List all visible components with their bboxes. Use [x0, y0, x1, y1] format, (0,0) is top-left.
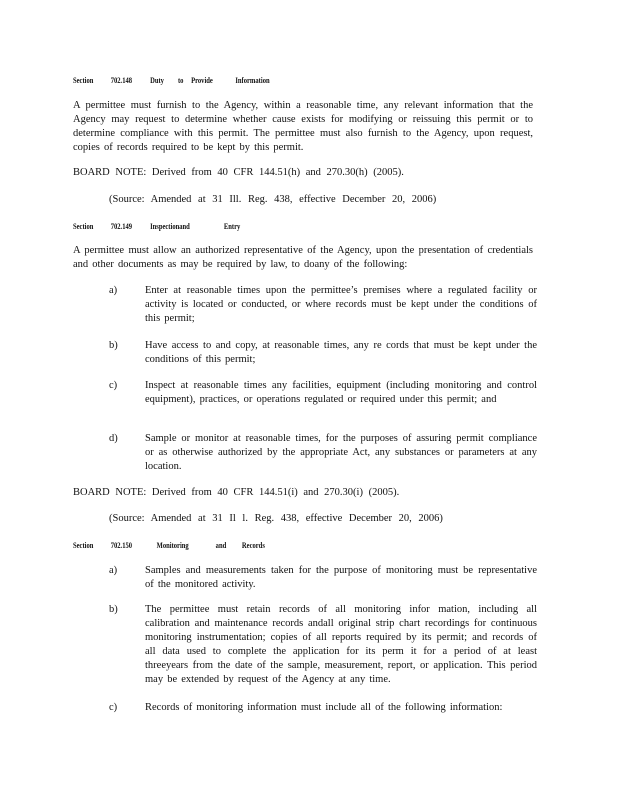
source-note-702-148: (Source: Amended at 31 Ill. Reg. 438, effective December 20, 2006) [109, 194, 437, 205]
list-item-text: Enter at reasonable times upon the permittee’s premises where a regulated facility or activity is located or conducted, or where records must be kept under the conditions of this permit; [145, 285, 537, 324]
list-item-text: Inspect at reasonable times any facilities, equipment (including monitoring and control equipment), practices, or operations regulated or required under this permit; and [145, 380, 537, 405]
list-item-text: The permittee must retain records of all monitoring infor mation, including all calibration and maintenance records andall original strip chart recordings for continuous monitoring instrumentation; copies of all reports required by its permit; and records of all data used to complete the application for its perm it for a period of at least threeyears from the date of the sample, measurement, report, or application. This period may be extended by request of the Agency at any time. [145, 604, 537, 685]
section-title-word: Monitoring [156, 541, 189, 550]
list-item-marker: d) [109, 433, 118, 444]
board-note-702-148: BOARD NOTE: Derived from 40 CFR 144.51(h) and 270.30(h) (2005). [73, 167, 404, 178]
section-number: 702.149 [110, 222, 133, 231]
source-note-702-149: (Source: Amended at 31 Il l. Reg. 438, effective December 20, 2006) [109, 513, 443, 524]
section-body-702-148: A permittee must furnish to the Agency, within a reasonable time, any relevant information that the Agency may request to determine whether cause exists for modifying or reissuing this permit or to determine compliance with this permit. The permittee must also furnish to the Agency, upon request, copies of records required to be kept by this permit. [73, 100, 533, 153]
section-title-word: Information [235, 76, 270, 85]
section-number: 702.148 [110, 76, 133, 85]
section-title-word: Entry [223, 222, 241, 231]
list-item-marker: b) [109, 604, 118, 615]
section-title-word: Provide [191, 76, 213, 85]
section-heading-702-150 [73, 541, 265, 550]
section-body-702-149: A permittee must allow an authorized representative of the Agency, upon the presentation of credentials and other documents as may be required by law, to doany of the following: [73, 245, 533, 270]
section-heading-702-148 [73, 76, 270, 85]
list-item-marker: c) [109, 380, 118, 391]
section-label: Section [73, 222, 94, 231]
board-note-702-149: BOARD NOTE: Derived from 40 CFR 144.51(i) and 270.30(i) (2005). [73, 487, 400, 498]
list-item-text: Sample or monitor at reasonable times, for the purposes of assuring permit compliance or as otherwise authorized by the appropriate Act, any substances or parameters at any location. [145, 433, 537, 472]
section-label: Section [73, 76, 94, 85]
section-title-word: Duty [150, 76, 164, 85]
list-item-text: Have access to and copy, at reasonable times, any re cords that must be kept under the conditions of this permit; [145, 340, 537, 365]
section-title-word: Records [241, 541, 265, 550]
section-title-word: and [215, 541, 227, 550]
section-label: Section [73, 541, 94, 550]
section-title-word: to [177, 76, 184, 85]
list-item-text: Records of monitoring information must include all of the following information: [145, 702, 503, 713]
list-item-marker: a) [109, 565, 118, 576]
list-item-text: Samples and measurements taken for the purpose of monitoring must be representative of the monitored activity. [145, 565, 537, 590]
list-item-marker: b) [109, 340, 118, 351]
list-item-marker: a) [109, 285, 118, 296]
section-number: 702.150 [110, 541, 133, 550]
list-item-marker: c) [109, 702, 118, 713]
section-heading-702-149 [73, 222, 240, 231]
section-title-word: Inspectionand [150, 222, 190, 231]
